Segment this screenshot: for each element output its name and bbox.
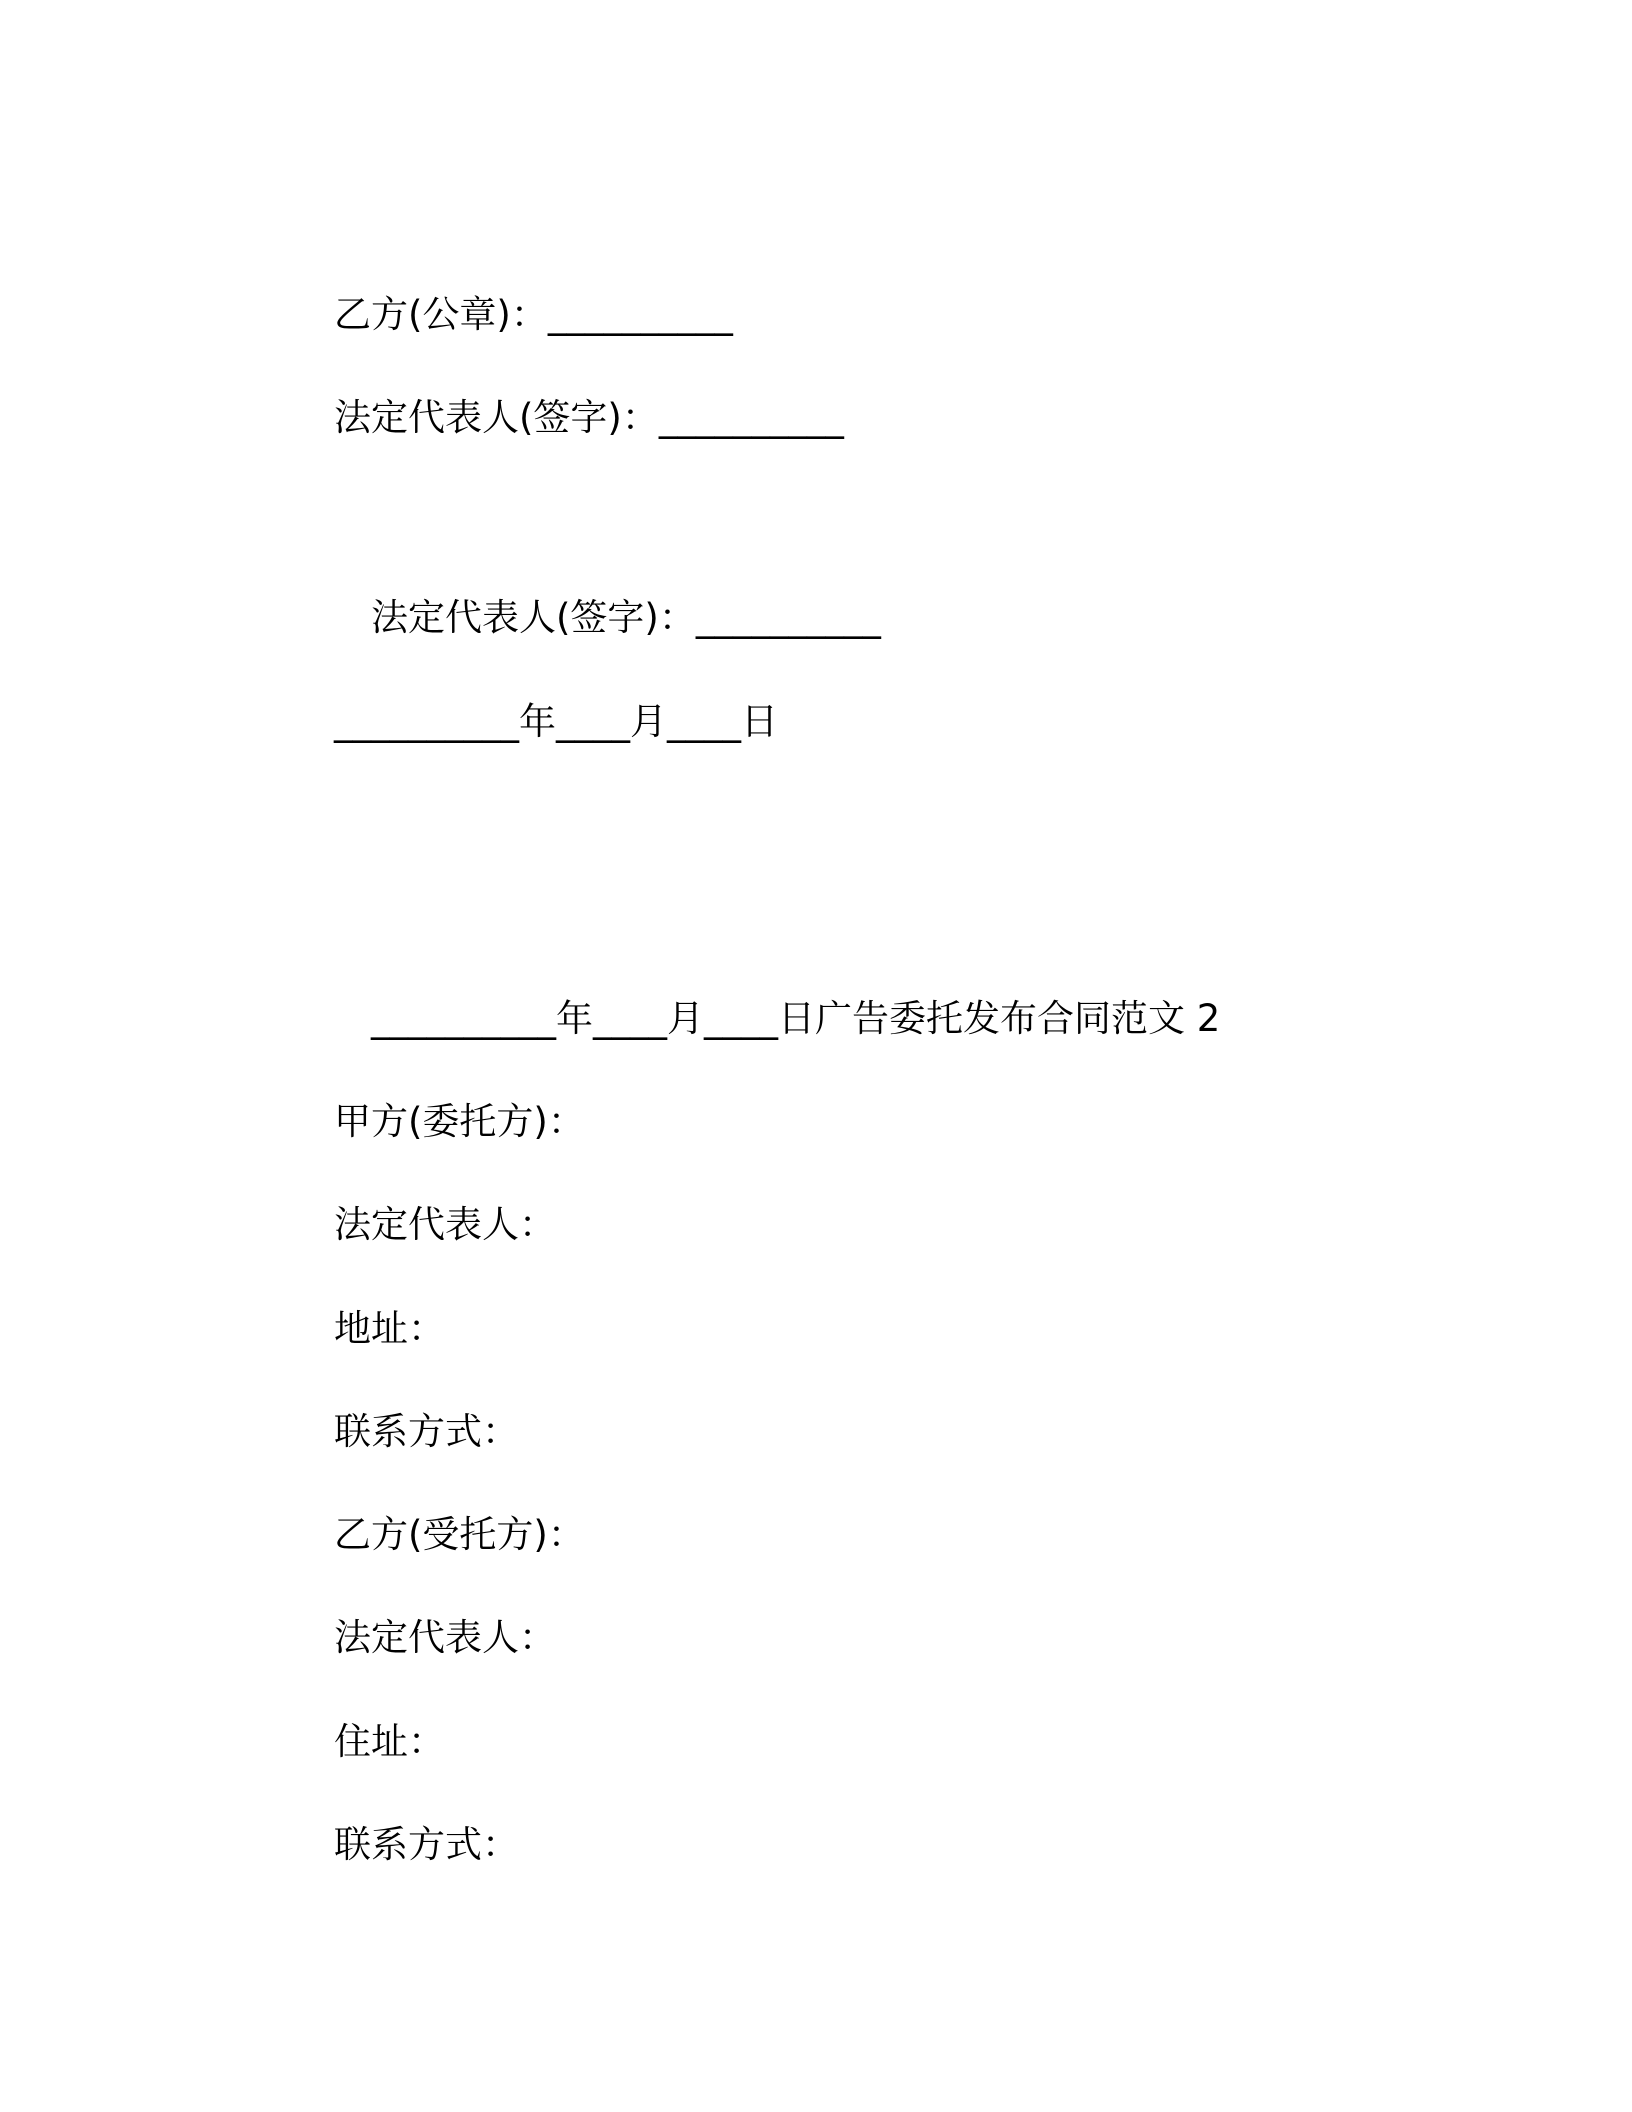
party-a-contact-label: 联系方式：	[334, 1410, 519, 1453]
section-heading-contract-2: __________年____月____日广告委托发布合同范文 2	[371, 997, 1221, 1040]
date-line: __________年____月____日	[334, 700, 778, 743]
party-a-client-label: 甲方(委托方)：	[334, 1100, 585, 1143]
party-a-legal-rep-label: 法定代表人：	[334, 1203, 556, 1246]
party-b-contact-label: 联系方式：	[334, 1823, 519, 1866]
party-b-seal-line: 乙方(公章)：__________	[334, 293, 733, 336]
party-a-address-label: 地址：	[334, 1307, 445, 1350]
party-b-residence-label: 住址：	[334, 1720, 445, 1763]
legal-rep-signature-line: 法定代表人(签字)：__________	[334, 396, 844, 439]
party-b-legal-rep-label: 法定代表人：	[334, 1616, 556, 1659]
party-b-agent-label: 乙方(受托方)：	[334, 1513, 585, 1556]
legal-rep-signature-line-indented: 法定代表人(签字)：__________	[371, 596, 881, 639]
